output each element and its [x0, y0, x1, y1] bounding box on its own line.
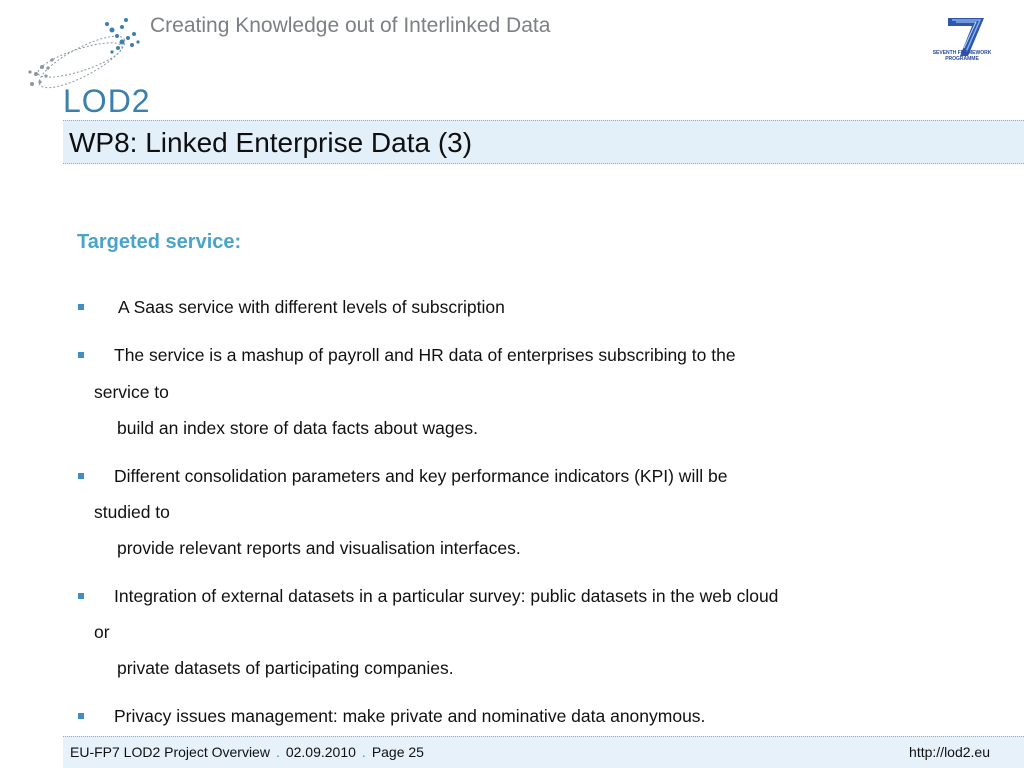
footer-project: EU-FP7 LOD2 Project Overview	[70, 744, 270, 760]
footer	[63, 736, 1024, 768]
title-bar	[63, 120, 1024, 164]
bullet-icon	[78, 713, 84, 719]
bullet-text: Privacy issues management: make private and nominative data anonymous.	[114, 706, 706, 726]
bullet-text-continuation: or	[94, 622, 110, 642]
bullet-text: Integration of external datasets in a particular survey: public datasets in the web cloud	[114, 586, 779, 606]
footer-separator: .	[361, 744, 366, 760]
footer-url-link[interactable]: http://lod2.eu	[909, 744, 990, 760]
bullet-icon	[78, 304, 84, 310]
footer-page-number: Page 25	[371, 744, 424, 760]
fp7-caption: SEVENTH FRAMEWORK PROGRAMME	[932, 50, 992, 62]
bullet-text-continuation: studied to	[94, 502, 170, 522]
bullet-text-continuation: private datasets of participating companies.	[117, 658, 454, 678]
bullet-text-continuation: service to	[94, 382, 169, 402]
bullet-icon	[78, 593, 84, 599]
bullet-icon	[78, 473, 84, 479]
footer-separator: .	[275, 744, 280, 760]
slide-title: WP8: Linked Enterprise Data (3)	[69, 127, 473, 158]
header-tagline: Creating Knowledge out of Interlinked Data	[150, 14, 551, 37]
footer-info	[70, 744, 424, 760]
bullet-text-continuation: provide relevant reports and visualisation interfaces.	[117, 538, 521, 558]
logo-wordmark: LOD2	[63, 83, 151, 119]
footer-date: 02.09.2010	[285, 744, 356, 760]
bullet-text: The service is a mashup of payroll and HR data of enterprises subscribing to the	[114, 345, 736, 365]
bullet-text-continuation: build an index store of data facts about wages.	[117, 418, 478, 438]
bullet-icon	[78, 352, 84, 358]
bullet-text: A Saas service with different levels of subscription	[118, 297, 505, 317]
subheading: Targeted service:	[77, 231, 242, 253]
bullet-text: Different consolidation parameters and key performance indicators (KPI) will be	[114, 466, 728, 486]
